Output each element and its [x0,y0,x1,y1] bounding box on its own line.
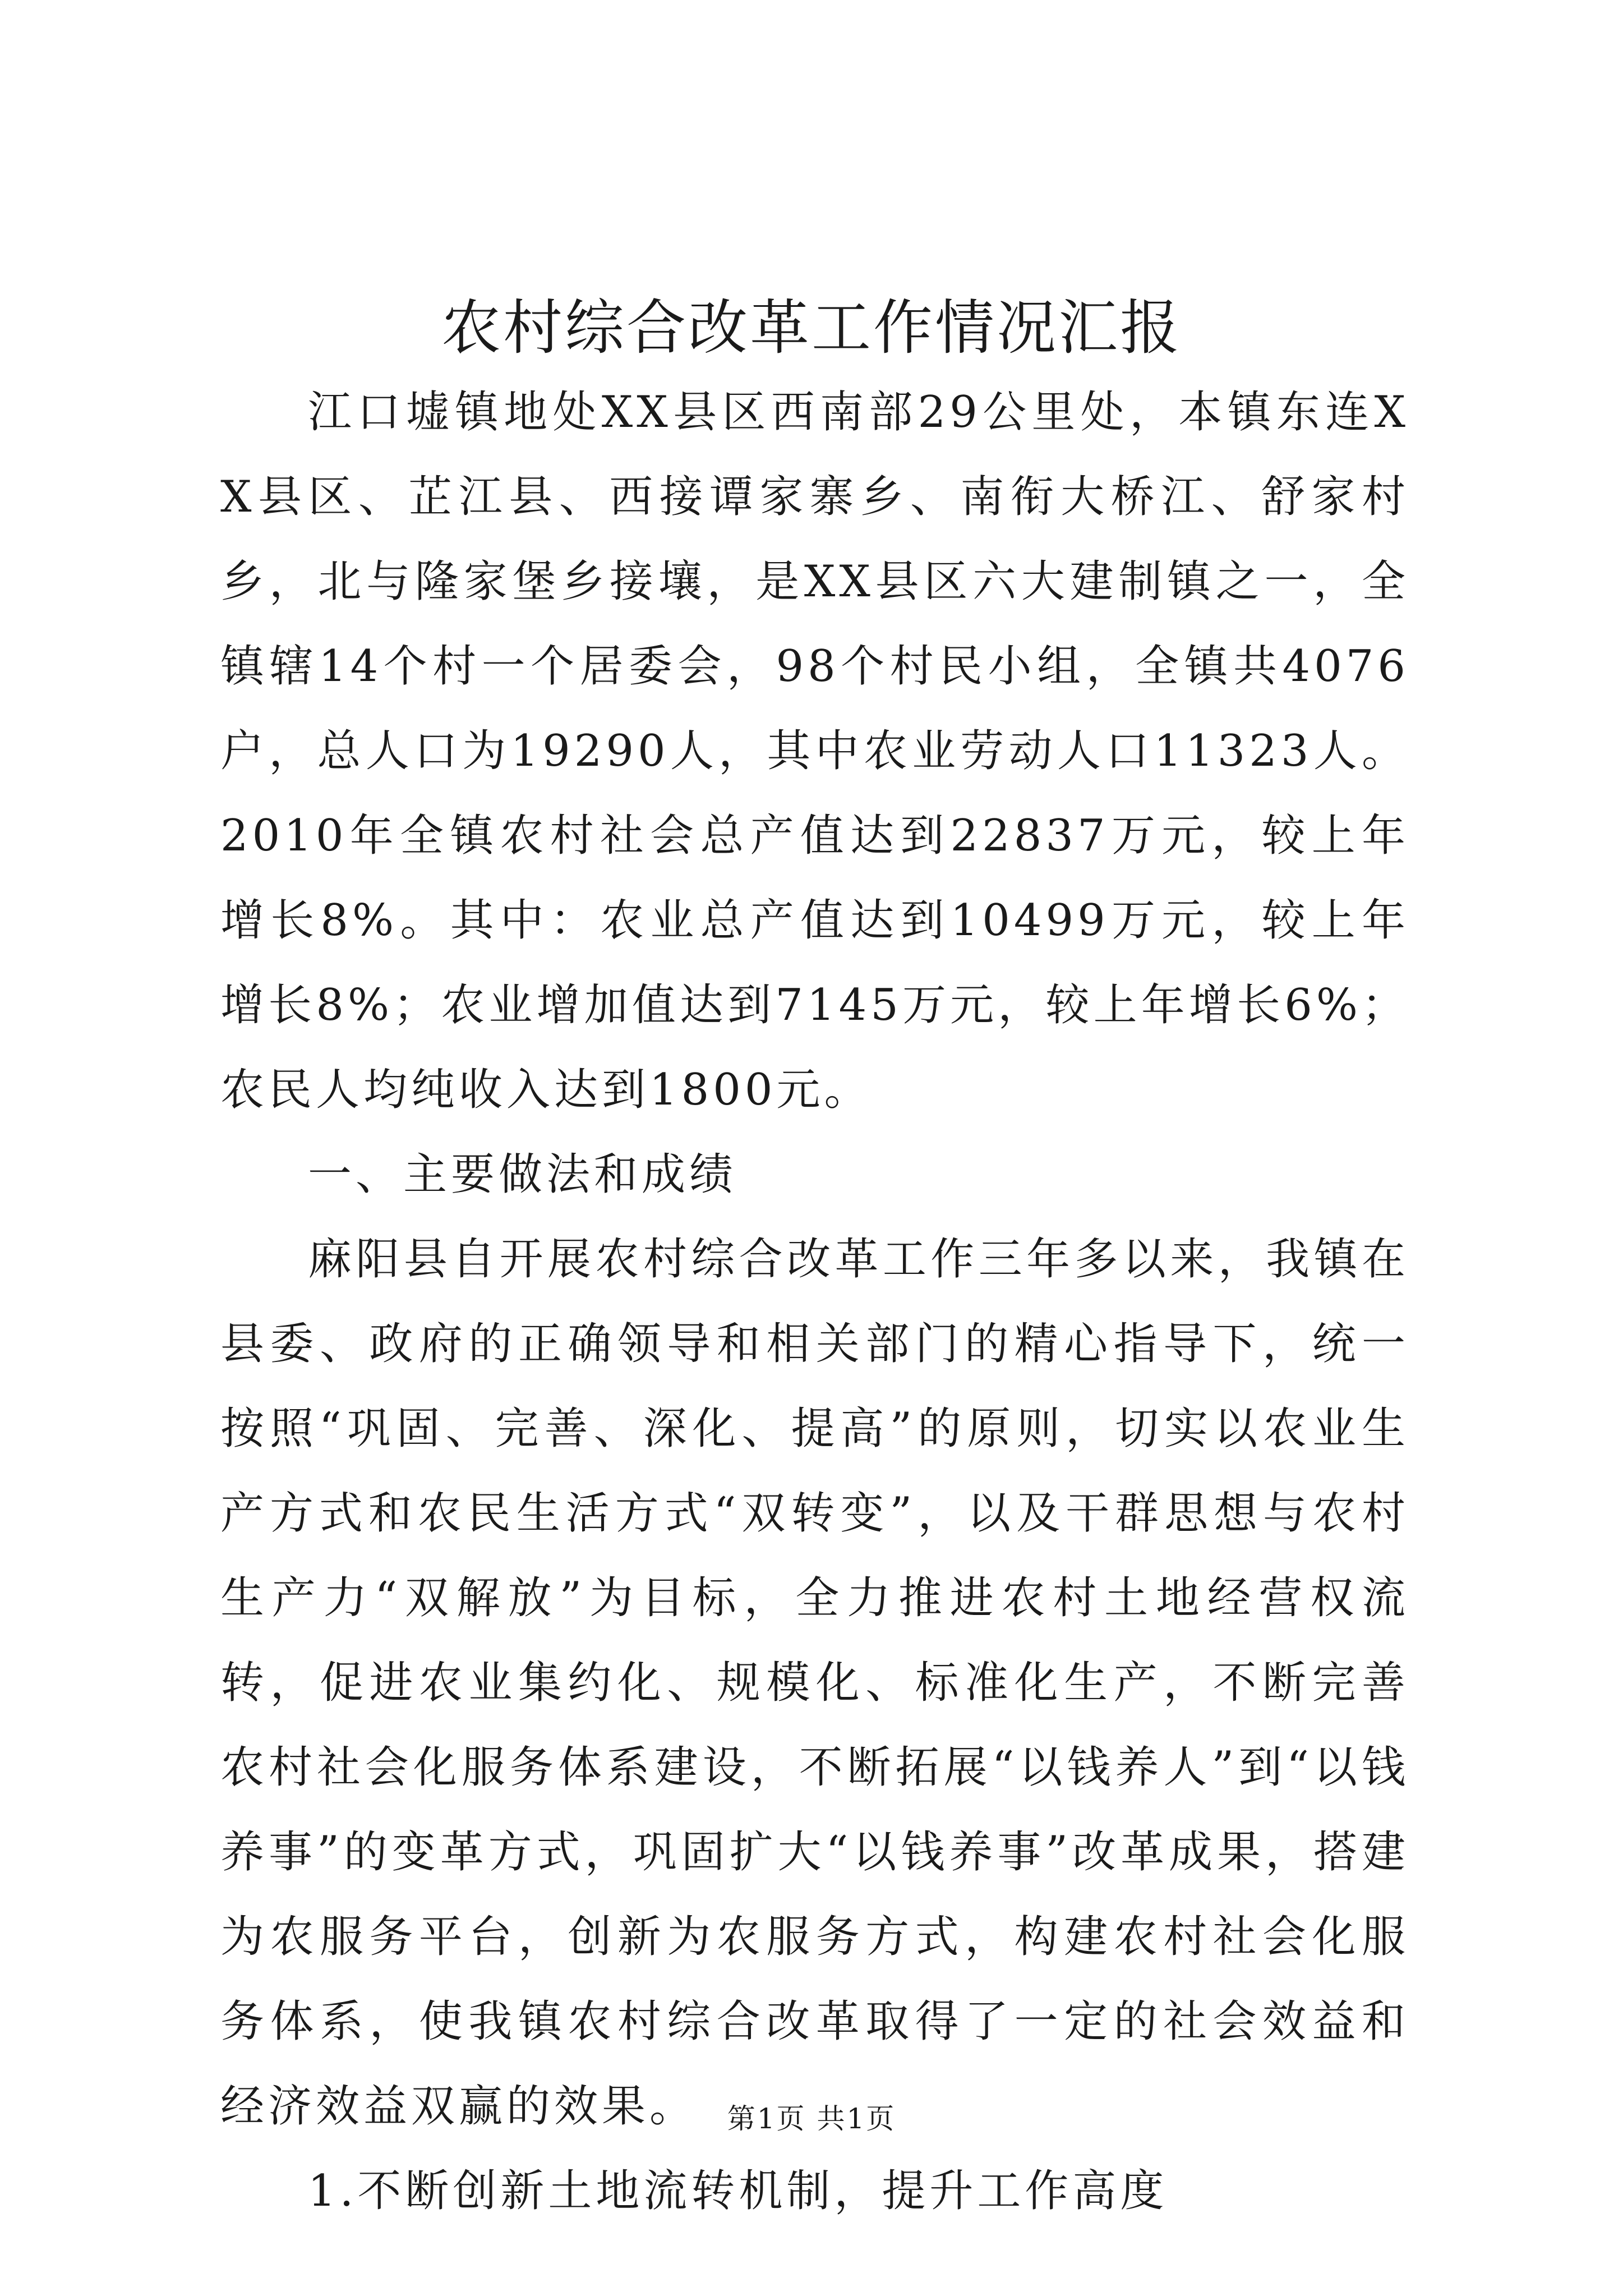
section-paragraph: 麻阳县自开展农村综合改革工作三年多以来，我镇在县委、政府的正确领导和相关部门的精心指导下，统一按照“巩固、完善、深化、提高”的原则，切实以农业生产方式和农民生活方式“双转变”，以及干群思想与农村生产力“双解放”为目标，全力推进农村土地经营权流转，促进农业集约化、规模化、标准化生产，不断完善农村社会化服务体系建设，不断拓展“以钱养人”到“以钱养事”的变革方式，巩固扩大“以钱养事”改革成果，搭建为农服务平台，创新为农服务方式，构建农村社会化服务体系，使我镇农村综合改革取得了一定的社会效益和经济效益双赢的效果。 [220,1234,1409,2132]
document-title: 农村综合改革工作情况汇报 [441,293,1182,362]
page-footer: 第1页 共1页 [727,2102,896,2135]
subsection-heading: 1.不断创新土地流转机制，提升工作高度 [308,2166,1168,2216]
intro-paragraph: 江口墟镇地处XX县区西南部29公里处，本镇东连XX县区、芷江县、西接谭家寨乡、南衔大桥江、舒家村乡，北与隆家堡乡接壤，是XX县区六大建制镇之一，全镇辖14个村一个居委会，98个村民小组，全镇共4076户，总人口为19290人，其中农业劳动人口11323人。2010年全镇农村社会总产值达到22837万元，较上年增长8%。其中：农业总产值达到10499万元，较上年增长8%；农业增加值达到7145万元，较上年增长6%；农民人均纯收入达到1800元。 [220,387,1409,1115]
section-heading: 一、主要做法和成绩 [308,1149,737,1200]
document-body [220,370,1409,2234]
